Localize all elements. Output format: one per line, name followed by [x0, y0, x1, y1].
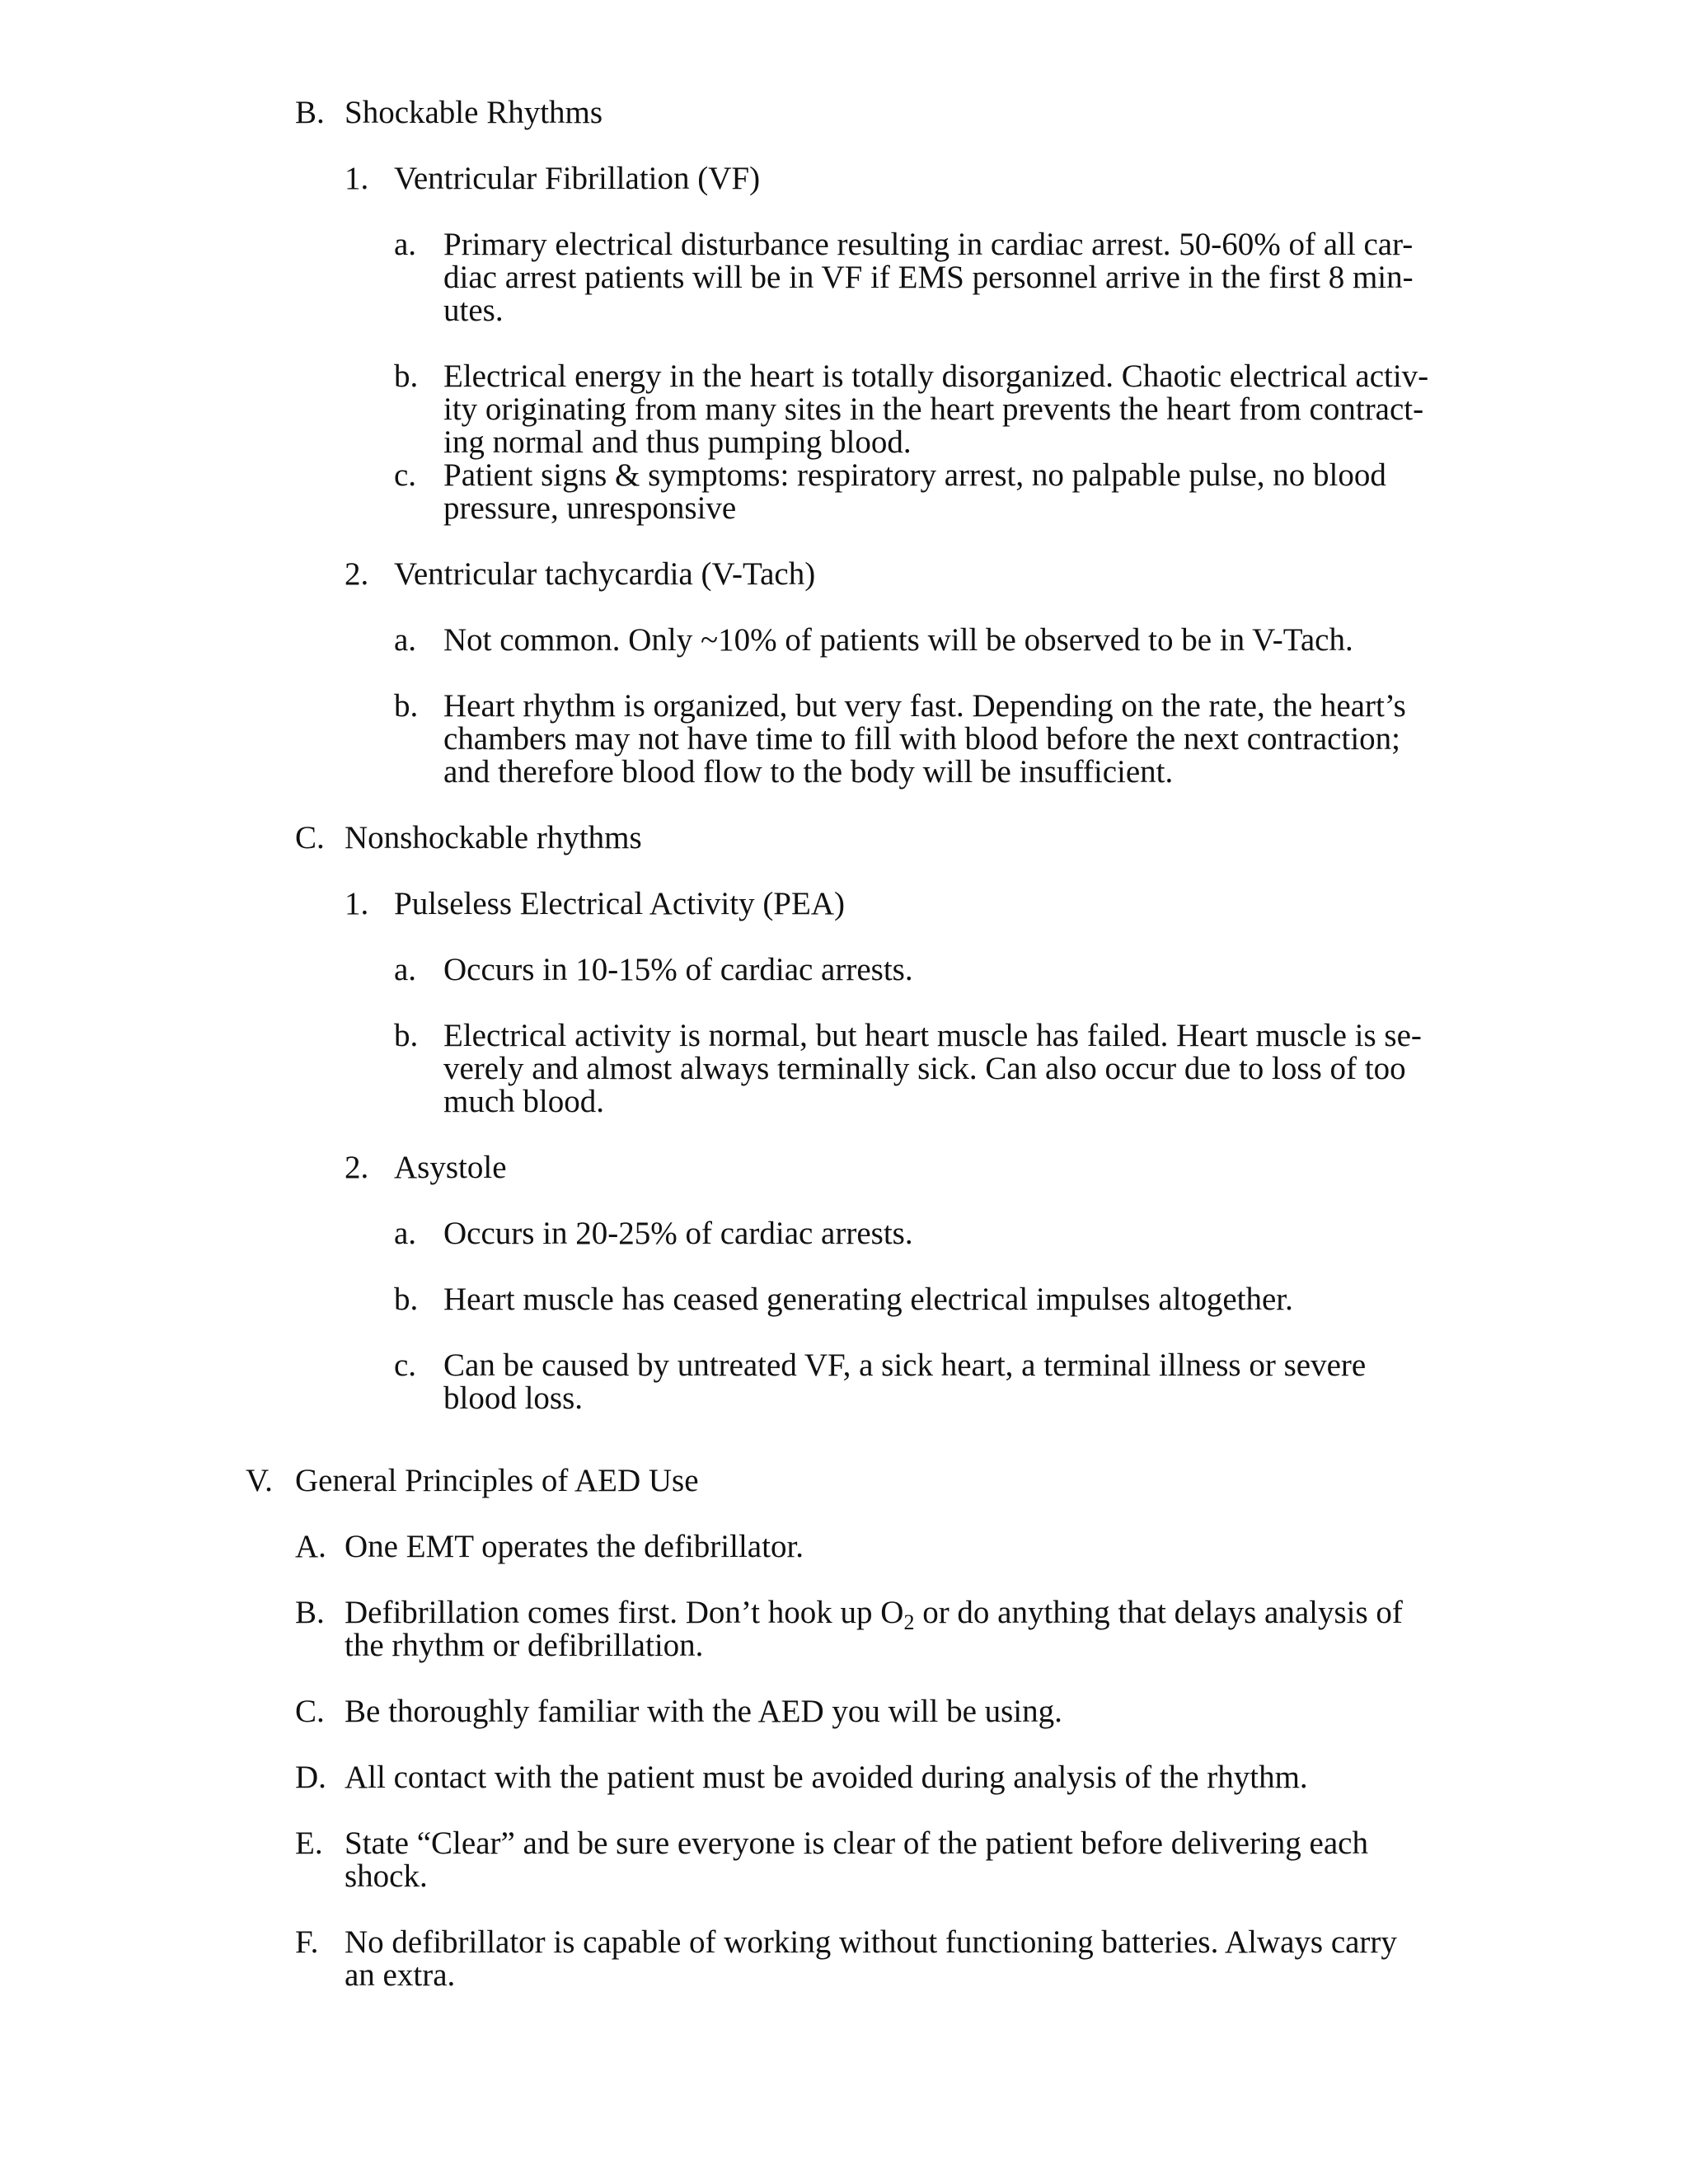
- paragraph: Electrical energy in the heart is totally disorganized. Chaotic electrical activ- ity originating from many sites in the heart prevents the heart from contract- ing normal and thus pumping blood.: [443, 359, 1429, 460]
- paragraph: Occurs in 10-15% of cardiac arrests.: [443, 952, 913, 987]
- item-pea-a: [394, 954, 913, 987]
- outline-marker: D.: [295, 1760, 326, 1795]
- text-after-subscript: or do anything that delays analysis of the rhythm or defibrillation.: [345, 1595, 1403, 1663]
- item-asystole-b: [394, 1283, 1293, 1316]
- outline-marker: F.: [295, 1924, 319, 1960]
- section-heading: General Principles of AED Use: [295, 1463, 699, 1498]
- item-vf-a: [394, 228, 1414, 327]
- outline-marker: 1.: [345, 886, 369, 921]
- item-pea-b: [394, 1019, 1422, 1118]
- subsection-heading: Ventricular tachycardia (V-Tach): [394, 556, 816, 592]
- outline-marker: b.: [394, 1018, 419, 1053]
- outline-marker: b.: [394, 688, 419, 724]
- item-v-e: [295, 1827, 1368, 1893]
- item-vt-b: [394, 690, 1406, 789]
- section-v-general-principles: [246, 1465, 699, 1497]
- paragraph: Heart muscle has ceased generating electrical impulses altogether.: [443, 1282, 1293, 1317]
- section-heading: Shockable Rhythms: [345, 95, 603, 130]
- item-v-b: [295, 1596, 1403, 1662]
- paragraph: [345, 1596, 1403, 1662]
- item-pea: [345, 888, 845, 921]
- outline-marker: V.: [246, 1463, 273, 1498]
- subsection-heading: Pulseless Electrical Activity (PEA): [394, 886, 845, 921]
- outline-marker: 2.: [345, 556, 369, 592]
- paragraph: Be thoroughly familiar with the AED you will be using.: [345, 1694, 1062, 1729]
- item-v-a: [295, 1530, 804, 1563]
- paragraph: Not common. Only ~10% of patients will be observed to be in V-Tach.: [443, 622, 1353, 658]
- outline-marker: 2.: [345, 1150, 369, 1185]
- section-c-nonshockable-rhythms: [295, 822, 642, 855]
- item-asystole: [345, 1151, 507, 1184]
- section-b-shockable-rhythms: [295, 96, 603, 129]
- outline-marker: B.: [295, 95, 325, 130]
- item-v-f: [295, 1926, 1397, 1992]
- item-vt: [345, 558, 815, 591]
- paragraph: Occurs in 20-25% of cardiac arrests.: [443, 1216, 913, 1251]
- paragraph: State “Clear” and be sure everyone is clear of the patient before delivering each shock.: [345, 1825, 1368, 1894]
- paragraph: Primary electrical disturbance resulting in cardiac arrest. 50-60% of all car- diac arrest patients will be in VF if EMS personnel arrive in the first 8 min- utes.: [443, 227, 1414, 328]
- outline-marker: 1.: [345, 161, 369, 196]
- outline-marker: B.: [295, 1595, 325, 1630]
- paragraph: Patient signs & symptoms: respiratory arrest, no palpable pulse, no blood pressure, unresponsive: [443, 457, 1386, 526]
- outline-marker: b.: [394, 1282, 419, 1317]
- item-vt-a: [394, 624, 1353, 657]
- paragraph: One EMT operates the defibrillator.: [345, 1529, 804, 1564]
- paragraph: All contact with the patient must be avoided during analysis of the rhythm.: [345, 1760, 1308, 1795]
- paragraph: No defibrillator is capable of working without functioning batteries. Always carry an extra.: [345, 1924, 1397, 1993]
- paragraph: Electrical activity is normal, but heart muscle has failed. Heart muscle is se- verely and almost always terminally sick. Can also occur due to loss of too much blood.: [443, 1018, 1422, 1119]
- outline-marker: a.: [394, 1216, 417, 1251]
- outline-marker: a.: [394, 227, 417, 262]
- item-vf-c: [394, 459, 1386, 525]
- section-heading: Nonshockable rhythms: [345, 820, 642, 855]
- text-before-subscript: Defibrillation comes first. Don’t hook up O: [345, 1595, 904, 1630]
- outline-marker: c.: [394, 1347, 417, 1383]
- item-v-d: [295, 1761, 1308, 1794]
- outline-marker: a.: [394, 952, 417, 987]
- outline-marker: b.: [394, 359, 419, 394]
- outline-marker: C.: [295, 820, 325, 855]
- paragraph: Can be caused by untreated VF, a sick heart, a terminal illness or severe blood loss.: [443, 1347, 1367, 1416]
- subsection-heading: Ventricular Fibrillation (VF): [394, 161, 761, 196]
- outline-marker: a.: [394, 622, 417, 658]
- outline-marker: C.: [295, 1694, 325, 1729]
- item-asystole-a: [394, 1217, 913, 1250]
- item-vf-b: [394, 360, 1428, 459]
- outline-marker: A.: [295, 1529, 326, 1564]
- paragraph: Heart rhythm is organized, but very fast. Depending on the rate, the heart’s chambers may not have time to fill with blood before the next contraction; and therefore blood flow to the body will be insufficient.: [443, 688, 1406, 790]
- outline-marker: c.: [394, 457, 417, 493]
- subsection-heading: Asystole: [394, 1150, 507, 1185]
- item-vf: [345, 162, 760, 195]
- item-v-c: [295, 1695, 1062, 1728]
- item-asystole-c: [394, 1349, 1366, 1415]
- oxygen-subscript: 2: [903, 1610, 915, 1634]
- outline-marker: E.: [295, 1825, 323, 1861]
